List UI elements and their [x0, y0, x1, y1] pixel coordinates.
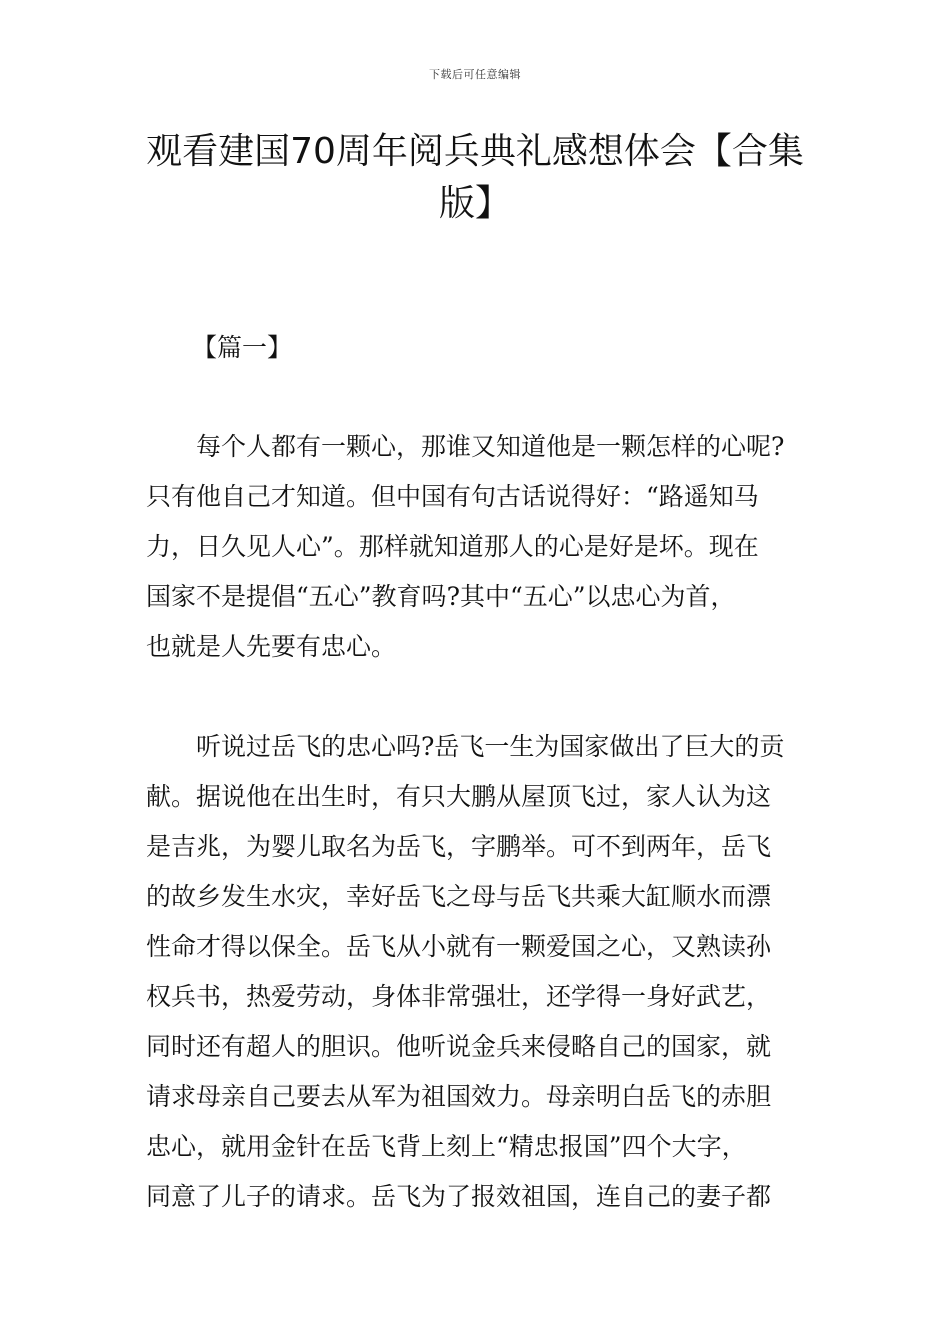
paragraph-line: 请求母亲自己要去从军为祖国效力。母亲明白岳飞的赤胆 — [146, 1082, 772, 1111]
section-label: 【篇一】 — [192, 333, 293, 362]
paragraph-line: 同时还有超人的胆识。他听说金兵来侵略自己的国家，就 — [146, 1032, 772, 1061]
paragraph-line: 忠心，就用金针在岳飞背上刻上“精忠报国”四个大字， — [146, 1132, 747, 1161]
title-line-1: 观看建国70周年阅兵典礼感想体会【合集 — [146, 131, 804, 172]
paragraph-line: 力，日久见人心”。那样就知道那人的心是好是坏。现在 — [146, 532, 759, 561]
header-note: 下载后可任意编辑 — [429, 68, 521, 81]
paragraph-line: 性命才得以保全。岳飞从小就有一颗爱国之心，又熟读孙 — [146, 932, 772, 961]
paragraph-line: 献。据说他在出生时，有只大鹏从屋顶飞过，家人认为这 — [146, 782, 772, 811]
document-title — [140, 126, 810, 230]
title-line-2: 版】 — [438, 183, 511, 224]
paragraph-line: 权兵书，热爱劳动，身体非常强壮，还学得一身好武艺， — [146, 982, 772, 1011]
paragraph-2 — [146, 722, 810, 1222]
paragraph-line: 听说过岳飞的忠心吗?岳飞一生为国家做出了巨大的贡 — [196, 732, 785, 761]
paragraph-line: 同意了儿子的请求。岳飞为了报效祖国，连自己的妻子都 — [146, 1182, 772, 1211]
paragraph-1 — [146, 422, 810, 672]
paragraph-line: 国家不是提倡“五心”教育吗?其中“五心”以忠心为首， — [146, 582, 736, 611]
paragraph-line: 只有他自己才知道。但中国有句古话说得好：“路遥知马 — [146, 482, 759, 511]
paragraph-line: 是吉兆，为婴儿取名为岳飞，字鹏举。可不到两年，岳飞 — [146, 832, 772, 861]
paragraph-line: 每个人都有一颗心，那谁又知道他是一颗怎样的心呢? — [196, 432, 785, 461]
paragraph-line: 的故乡发生水灾，幸好岳飞之母与岳飞共乘大缸顺水而漂 — [146, 882, 772, 911]
paragraph-line: 也就是人先要有忠心。 — [146, 632, 397, 661]
